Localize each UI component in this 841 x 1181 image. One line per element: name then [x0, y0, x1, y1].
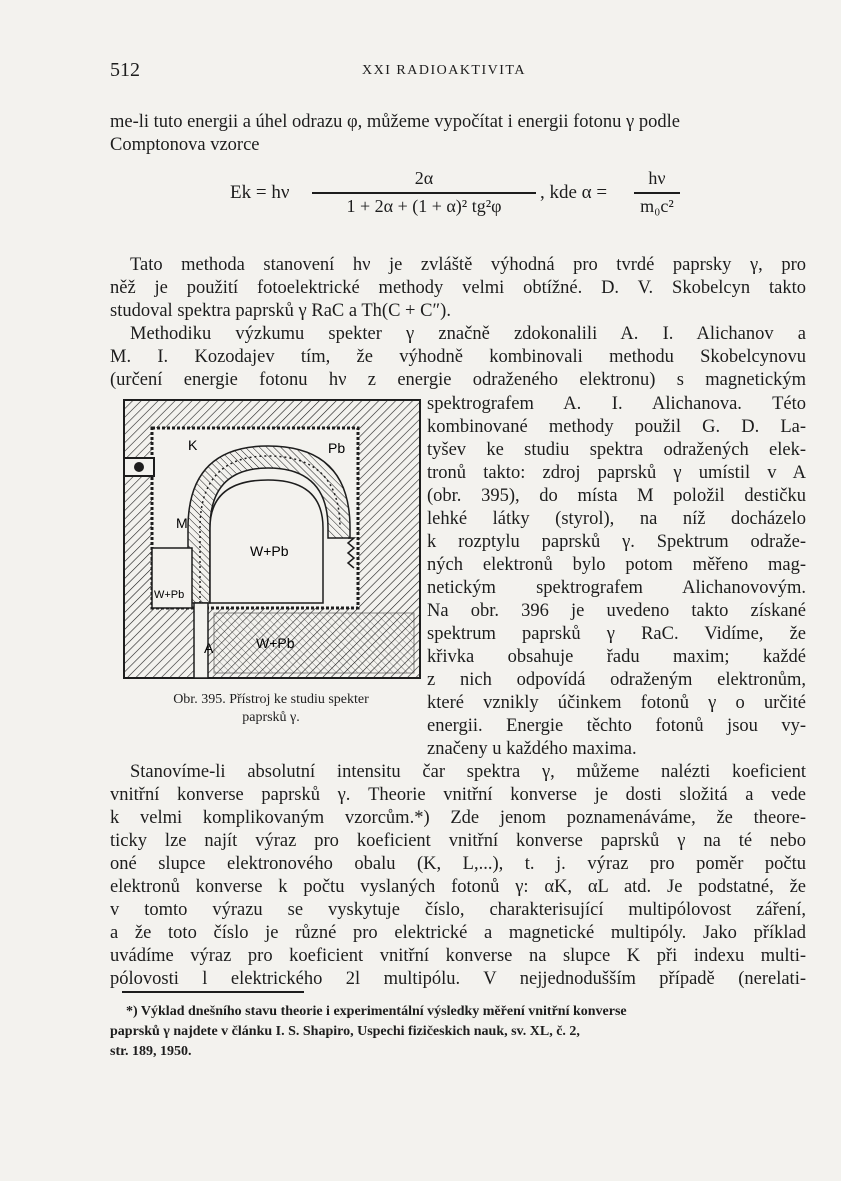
formula-denominator: 1 + 2α + (1 + α)² tg²φ — [346, 196, 502, 216]
p3-line-2: vnitřní konverse paprsků γ. Theorie vnitřní konverse je dosti složitá a vede — [110, 785, 806, 805]
p2r-line-15: energii. Energie těchto fotonů jsou vy- — [427, 716, 806, 736]
page-number: 512 — [110, 59, 140, 81]
tungsten-lead-block — [210, 480, 323, 603]
formula-numerator: 2α — [414, 168, 434, 188]
label-Pb: Pb — [328, 440, 346, 456]
figure-caption-1: Obr. 395. Přístroj ke studiu spekter — [173, 692, 369, 707]
p2r-line-7: k rozptylu paprsků γ. Spektrum odraže- — [427, 532, 806, 552]
p3-line-7: v tomto výrazu se vyskytuje číslo, charakterisující multipólovost záření, — [110, 900, 806, 920]
p3-line-10: pólovosti l elektrického 2l multipólu. V nejjednodušším případě (nerelati- — [110, 969, 806, 989]
p2r-line-2: kombinované methody použil G. D. La- — [427, 417, 806, 437]
label-WPb-bottom: W+Pb — [256, 635, 295, 651]
p3-line-3: k velmi komplikovaným vzorcům.*) Zde jenom poznamenáváme, že theore- — [110, 808, 806, 828]
formula-rhs-bar — [634, 192, 680, 194]
apparatus-figure — [118, 398, 424, 682]
p2-line-2: M. I. Kozodajev tím, že výhodně kombinovali methodu Skobelcynovu — [110, 347, 806, 367]
p2r-line-16: značeny u každého maxima. — [427, 739, 637, 759]
label-M: M — [176, 515, 188, 531]
footnote-rule — [122, 991, 304, 993]
formula-rhs-denominator: m₀c² — [640, 196, 674, 216]
p2r-line-8: ných elektronů bylo potom měřeno mag- — [427, 555, 806, 575]
counter-center — [134, 462, 144, 472]
formula-kde: , kde α = — [540, 182, 608, 203]
label-A: A — [204, 640, 214, 656]
footnote-line-2: paprsků γ najdete v článku I. S. Shapiro, Uspechi fizičeskich nauk, sv. XL, č. 2, — [110, 1024, 580, 1039]
p2r-line-13: z nich odpovídá odraženým elektronům, — [427, 670, 806, 690]
p2r-line-3: tyšev ke studiu spektra odražených elek- — [427, 440, 806, 460]
p1-line-3: studoval spektra paprsků γ RaC a Th(C + C″). — [110, 301, 451, 321]
intro-line-1: me-li tuto energii a úhel odrazu φ, můžeme vypočítat i energii fotonu γ podle — [110, 112, 680, 132]
running-title: XXI RADIOAKTIVITA — [362, 63, 526, 78]
label-WPb-center: W+Pb — [250, 543, 289, 559]
bottom-shield — [214, 613, 414, 673]
p3-line-1: Stanovíme-li absolutní intensitu čar spektra γ, můžeme nalézti koeficient — [130, 762, 806, 782]
p1-line-2: něž je použití fotoelektrické methody velmi obtížné. D. V. Skobelcyn takto — [110, 278, 806, 298]
formula-rhs-numerator: hν — [648, 168, 666, 188]
p3-line-8: a že toto číslo je různé pro elektrické a magnetické multipóly. Jako příklad — [110, 923, 806, 943]
p2r-line-4: tronů takto: zdroj paprsků γ umístil v A — [427, 463, 806, 483]
figure-caption-2: paprsků γ. — [242, 710, 300, 725]
formula-lhs: Ek = hν — [230, 182, 290, 203]
p2r-line-9: netickým spektrografem Alichanovovým. — [427, 578, 806, 598]
intro-line-2: Comptonova vzorce — [110, 135, 260, 155]
p2r-line-6: lehké látky (styrol), na níž docházelo — [427, 509, 806, 529]
formula-fraction-bar — [312, 192, 536, 194]
p3-line-5: oné slupce elektronového obalu (K, L,...), t. j. výraz pro poměr počtu — [110, 854, 806, 874]
p2r-line-14: které vznikly účinkem fotonů γ o určité — [427, 693, 806, 713]
footnote-line-3: str. 189, 1950. — [110, 1044, 192, 1059]
p2r-line-11: spektrum paprsků γ RaC. Vidíme, že — [427, 624, 806, 644]
p3-line-4: ticky lze najít výraz pro koeficient vnitřní konverse paprsků γ na té nebo — [110, 831, 806, 851]
p3-line-9: uvádíme výraz pro koeficient vnitřní konverse na slupce K při indexu multi- — [110, 946, 806, 966]
p2r-line-1: spektrografem A. I. Alichanova. Této — [427, 394, 806, 414]
p2r-line-10: Na obr. 396 je uvedeno takto získané — [427, 601, 806, 621]
label-K: K — [188, 437, 198, 453]
p2-line-3: (určení energie fotonu hν z energie odraženého elektronu) s magnetickým — [110, 370, 806, 390]
p2-line-1: Methodiku výzkumu spekter γ značně zdokonalili A. I. Alichanov a — [130, 324, 806, 344]
footnote-line-1: *) Výklad dnešního stavu theorie i experimentální výsledky měření vnitřní konverse — [126, 1004, 627, 1019]
p3-line-6: elektronů konverse k počtu vyslaných fotonů γ: αK, αL atd. Je podstatné, že — [110, 877, 806, 897]
label-WPb-left: W+Pb — [154, 589, 185, 601]
p1-line-1: Tato methoda stanovení hν je zvláště výhodná pro tvrdé paprsky γ, pro — [130, 255, 806, 275]
p2r-line-12: křivka obsahuje řadu maxim; každé — [427, 647, 806, 667]
p2r-line-5: (obr. 395), do místa M položil destičku — [427, 486, 806, 506]
